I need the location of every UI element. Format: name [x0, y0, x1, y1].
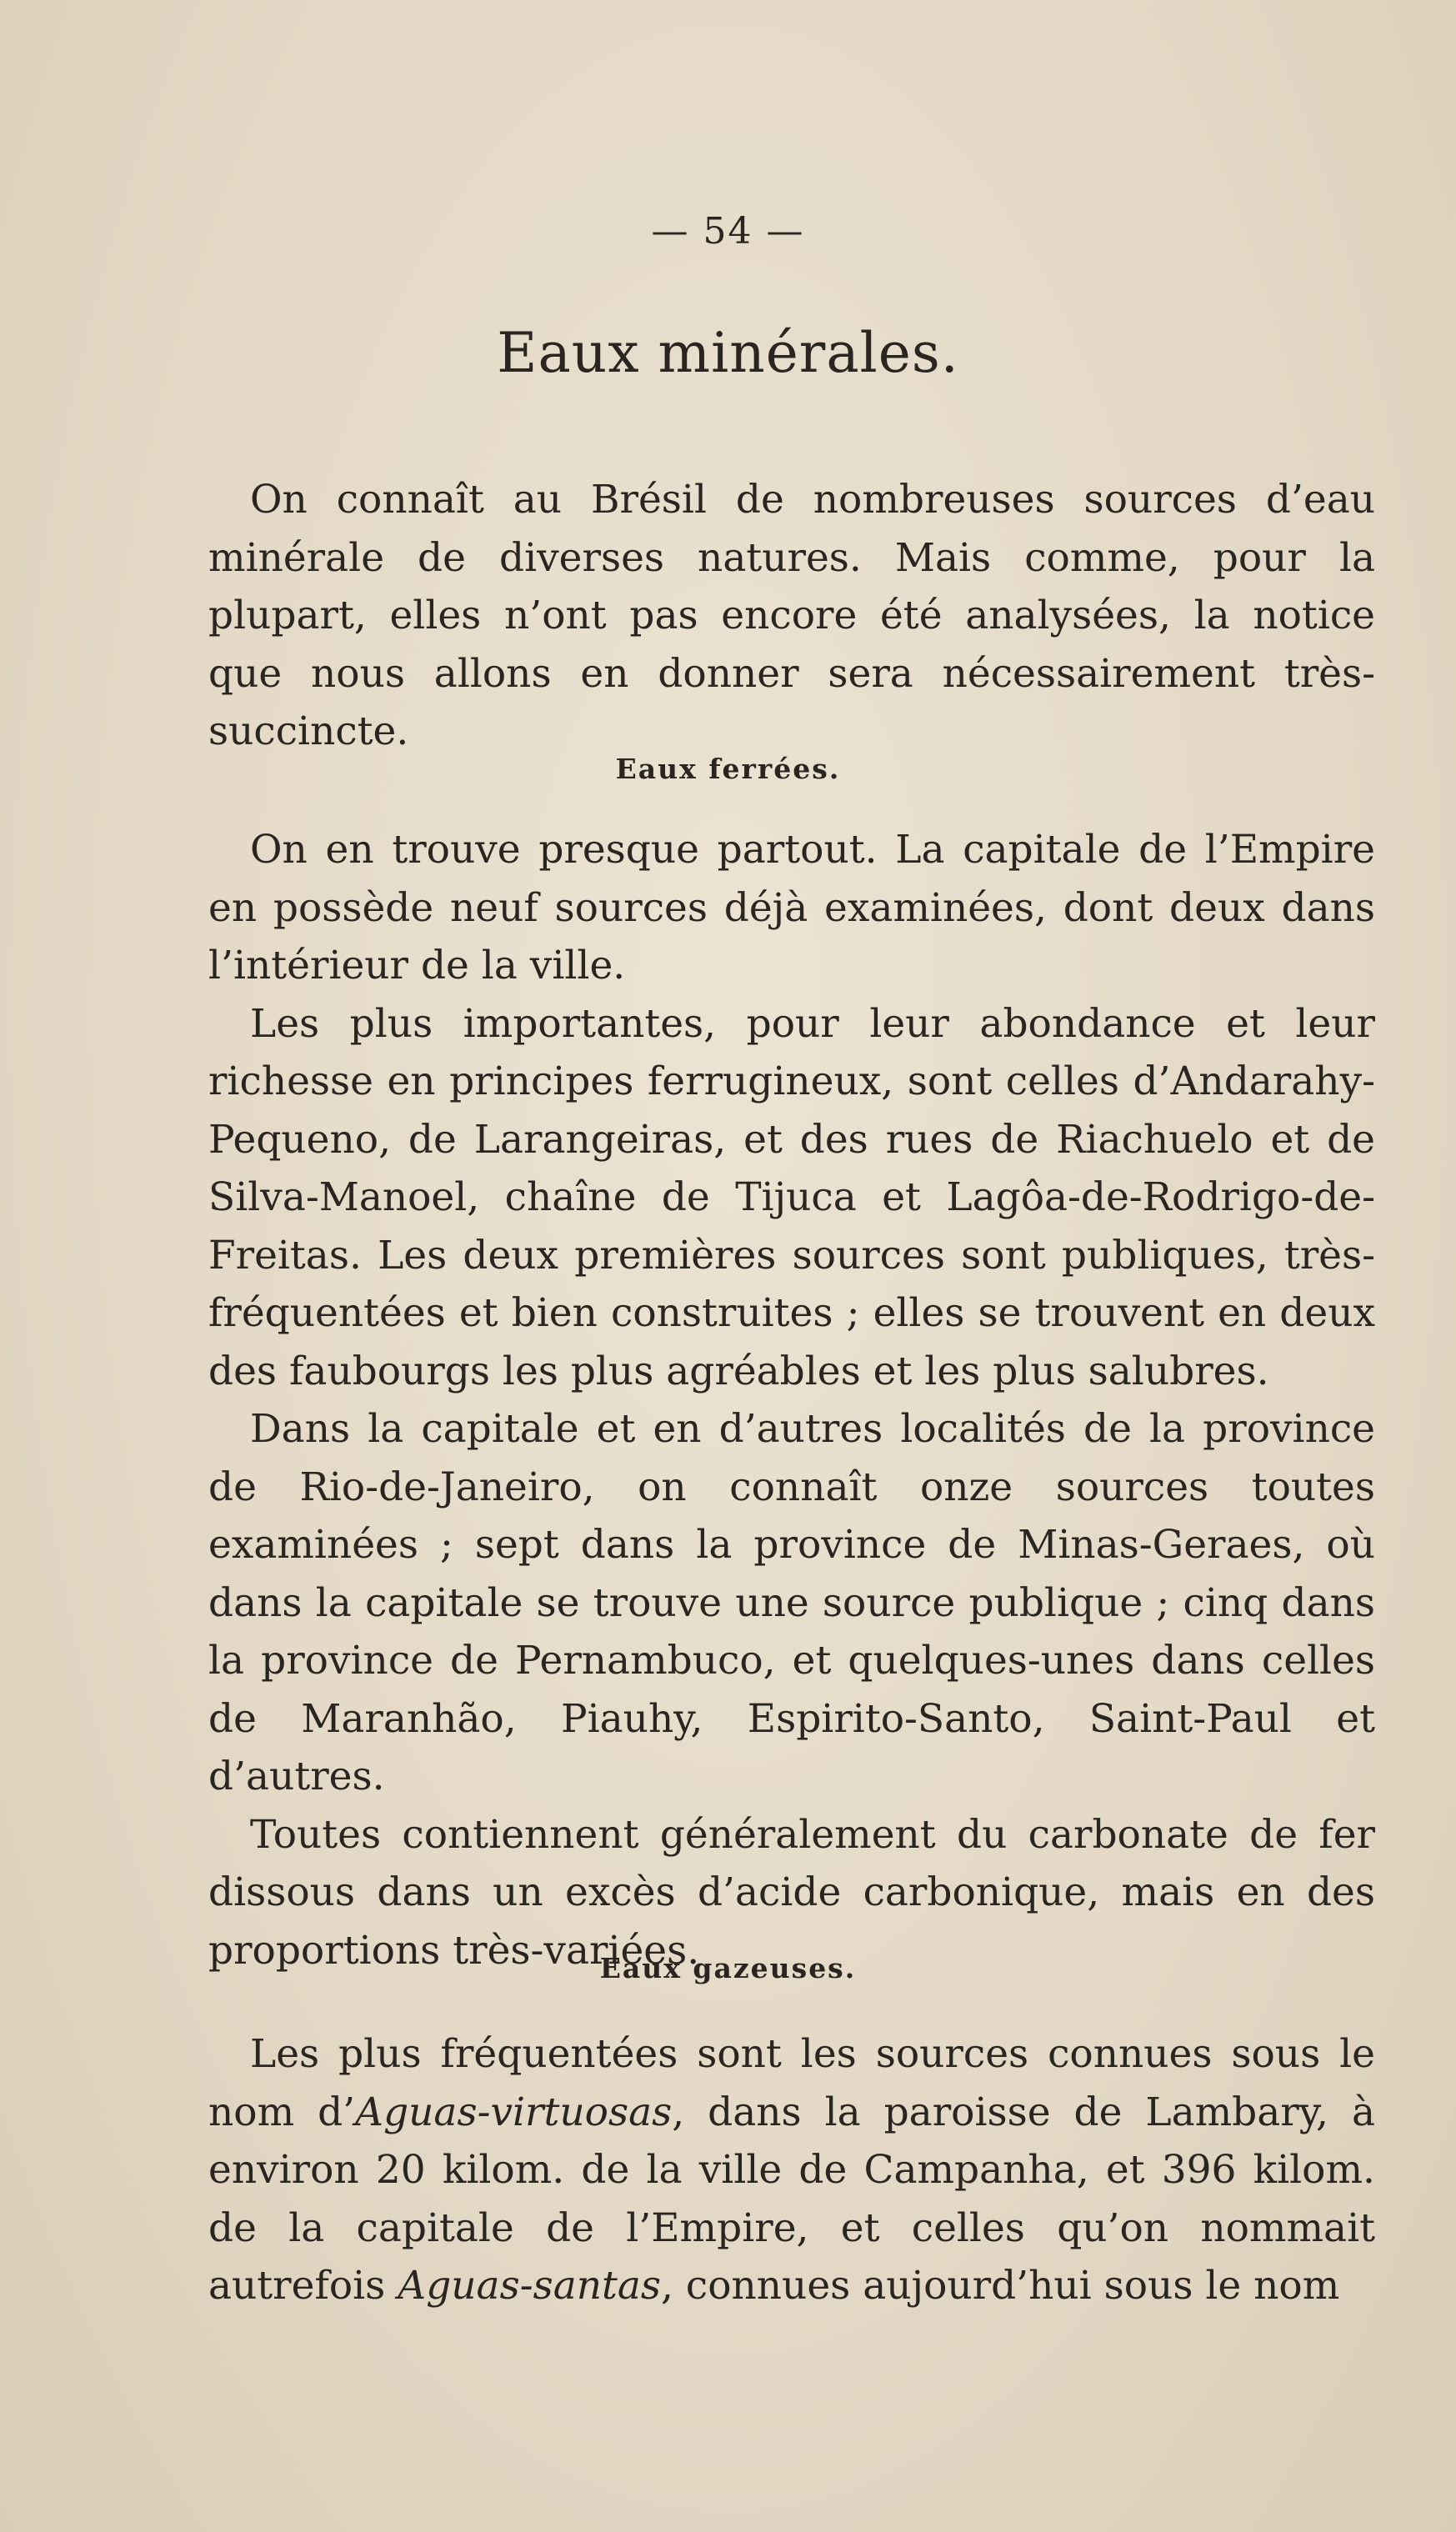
italic-place-name: Aguas-virtuosas	[355, 2089, 673, 2135]
paragraph: Toutes contiennent généralement du carbonate de fer dissous dans un excès d’acide carbonique, mais en des proportions très-variées.	[208, 1811, 1375, 1974]
paragraph: Les plus importantes, pour leur abondance et leur richesse en principes ferrugineux, sont celles d’Andarahy-Pequeno, de Larangeiras, et des rues de Riachuelo et de Silva-Manoel, chaîne de Tijuca et Lagôa-de-Rodrigo-de-Freitas. Les deux premières sources sont publiques, très-fréquentées et bien construites ; elles se trouvent en deux des faubourgs les plus agréables et les plus salubres.	[208, 1000, 1375, 1394]
paragraph: On en trouve presque partout. La capitale de l’Empire en possède neuf sources déjà examinées, dont deux dans l’intérieur de la ville.	[208, 827, 1375, 988]
chapter-title: Eaux minérales.	[497, 321, 959, 385]
text-run: , connues aujourd’hui sous le nom	[661, 2263, 1340, 2309]
intro-paragraph: On connaît au Brésil de nombreuses sources d’eau minérale de diverses natures. Mais comme, pour la plupart, elles n’ont pas encore été analysées, la notice que nous allons en donner sera nécessairement très-succincte.	[208, 477, 1375, 754]
intro-section	[208, 471, 1375, 761]
text-run: Les plus fréquentées sont les sources connues sous le nom d’	[208, 2031, 1375, 2135]
italic-place-name: Aguas-santas	[398, 2263, 662, 2309]
page-number: — 54 —	[651, 210, 805, 253]
paragraph	[208, 2025, 1375, 2315]
section-heading-eaux-ferrees: Eaux ferrées.	[615, 753, 841, 785]
text-run: , dans la paroisse de Lambary, à environ 20 kilom. de la ville de Campanha, et 396 kilom. de la capitale de l’Empire, et celles qu’on nommait autrefois	[208, 2089, 1375, 2309]
paragraph: Dans la capitale et en d’autres localités de la province de Rio-de-Janeiro, on connaît onze sources toutes examinées ; sept dans la province de Minas-Geraes, où dans la capitale se trouve une source publique ; cinq dans la province de Pernambuco, et quelques-unes dans celles de Maranhão, Piauhy, Espirito-Santo, Saint-Paul et d’autres.	[208, 1406, 1375, 1799]
section-heading-eaux-gazeuses: Eaux gazeuses.	[599, 1952, 857, 1984]
section-eaux-ferrees	[208, 821, 1375, 1979]
section-eaux-gazeuses	[208, 2025, 1375, 2315]
